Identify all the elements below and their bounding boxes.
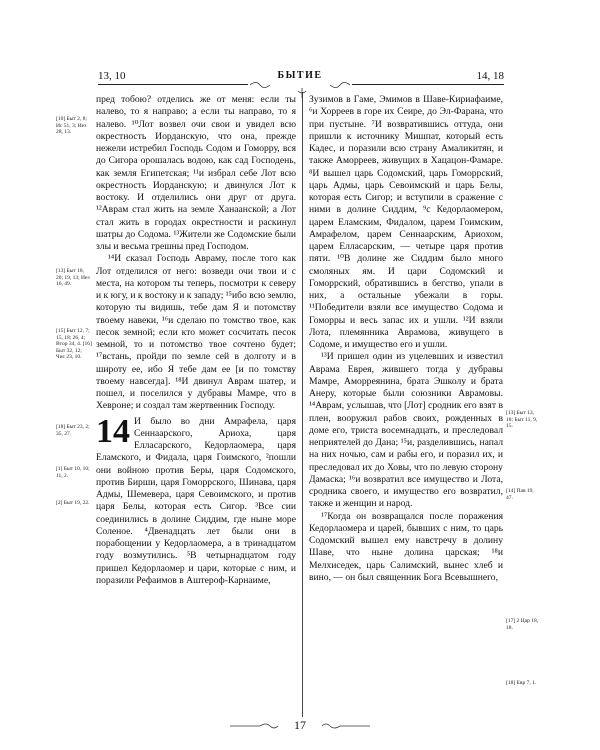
header-book-title: БЫТИЕ: [277, 70, 323, 81]
margin-ref: [13] Быт 13, 18; Быт 11, 9, 15.: [506, 410, 538, 429]
margin-ref: [18] Евр 7, 1.: [506, 680, 537, 686]
text-paragraph: Зузимов в Гаме, Эмимов в Шаве-Кириафаиме, ⁶и Хорреев в горе их Сеире, до Эл-Фарана, что при пустыне. ⁷И возвратившись оттуда, они пришли к источнику Мишпат, который есть Кадес, и поразили всю страну Амаликитян, и также Аморреев, живущих в Хацацон-Фамаре. ⁸И вышел царь Содомский, царь Гоморрский, царь Адмы, царь Севоимский и царь Белы, которая есть Сигор; и вступили в сражение с ними в долине Сиддим, ⁹с Кедорлаомером, царем Еламским, Фидалом, царем Гоимским, Амрафелом, царем Сеннаарским, Ариохом, царем Елласарским, — четыре царя против пяти. ¹⁰В долине же Сиддим было много смоляных ям. И цари Содомский и Гоморрский, обратившись в бегство, упали в них, а остальные убежали в горы. ¹¹Победители взяли все имущество Содома и Гоморры и весь запас их и ушли. ¹²И взяли Лота, племянника Аврамова, живущего в Содоме, и имущество его и ушли.: [309, 94, 504, 350]
margin-ref: [2] Быт 19, 22.: [56, 500, 90, 506]
header-ornament-right-icon: [330, 80, 350, 90]
header-left-ref: 13, 10: [98, 70, 126, 82]
right-column: [309, 94, 503, 584]
text-paragraph: ¹⁴И сказал Господь Авраму, после того как Лот отделился от него: возведи очи твои и с места, на котором ты теперь, посмотри к северу и к югу, и к востоку и к западу; ¹⁵ибо всю землю, которую ты видишь, тебе дам Я и потомству твоему навеки, ¹⁶и сделаю по томство твое, как песок земной; если кто может сосчитать песок земной, то и потомство твое сочтено будет; ¹⁷встань, пройди по земле сей в долготу и в широту ее, ибо Я тебе дам ее [и по томству твоему навсегда]. ¹⁸И двинул Аврам шатер, и пошел, и поселился у дубравы Мамре, что в Хевроне; и создал там жертвенник Господу.: [96, 253, 297, 412]
left-column: [96, 94, 296, 587]
margin-ref: [18] Быт 23, 2; 35, 27.: [56, 424, 90, 437]
divider-ornament-top-icon: [296, 88, 308, 98]
chapter-number: 14: [96, 412, 130, 450]
page-number: 17: [294, 718, 306, 732]
margin-ref: [14] Пав 19, 47.: [506, 488, 534, 501]
header-rule-right: [352, 84, 504, 85]
footer-ornament-left-icon: [230, 722, 280, 730]
margin-ref: [1] Быт 10, 10; 11, 2.: [56, 466, 90, 479]
margin-ref: [10] Быт 2, 8; Ис 51, 3; Иез 28, 13.: [56, 116, 87, 135]
margin-ref: [17] 2 Цар 18, 18.: [506, 618, 539, 631]
margin-ref: [13] Быт 18, 20; 19, 13; Иез 16, 49.: [56, 268, 90, 287]
footer-ornament-right-icon: [320, 722, 370, 730]
text-paragraph: пред тобою? отделись же от меня: если ты налево, то я направо; а если ты направо, то я налево. ¹⁰Лот возвел очи свои и увидел всю окрестность Иорданскую, что она, прежде нежели истребил Господь Содом и Гоморру, вся до Сигора орошалась водою, как сад Господень, как земля Египетская; ¹¹и избрал себе Лот всю окрестность Иорданскую; и двинулся Лот к востоку. И отделились они друг от друга. ¹²Аврам стал жить на земле Ханаанской; а Лот стал жить в городах окрестности и раскинул шатры до Содома. ¹³Жители же Содомские были злы и весьма грешны пред Господом.: [96, 94, 297, 252]
chapter-14-paragraph: 14 И было во дни Амрафела, царя Сеннаарского, Ариоха, царя Елласарского, Кедорлаомера, царя Еламского, и Фидала, царя Гоимского, ²пошли они войною против Беры, царя Содомского, против Бирши, царя Гоморрского, Шинава, царя Адмы, Шемевера, царя Севоимского, и против царя Белы, которая есть Сигор. ³Все сии соединились в долине Сиддим, где ныне море Соленое. ⁴Двенадцать лет были они в порабощении у Кедорлаомера, а в тринадцатом году возмутились. ⁵В четырнадцатом году пришел Кедорлаомер и цари, которые с ним, и поразили Рефаимов в Аштероф-Карнаиме,: [96, 412, 297, 586]
text-paragraph: ¹³И пришел один из уцелевших и известил Аврама Еврея, жившего тогда у дубравы Мамре, Аморреянина, брата Эшколу и брата Анеру, которые были союзники Аврамовы. ¹⁴Аврам, услышав, что [Лот] сродник его взят в плен, вооружил рабов своих, рожденных в доме его, триста восемнадцать, и преследовал неприятелей до Дана; ¹⁵и, разделившись, напал на них ночью, сам и рабы его, и поразил их, и преследовал их до Ховы, что по левую сторону Дамаска; ¹⁶и возвратил все имущество и Лота, сродника своего, и имущество его возвратил, также и женщин и народ.: [309, 351, 504, 510]
column-divider: [302, 92, 303, 717]
text-paragraph: ¹⁷Когда он возвращался после поражения Кедорлаомера и царей, бывших с ним, то царь Содомский вышел ему навстречу в долину Шаве, что ныне долина царская; ¹⁸и Мелхиседек, царь Салимский, вынес хлеб и вино, — он был священник Бога Всевышнего,: [309, 510, 503, 583]
margin-ref: [15] Быт 12, 7; 15, 18; 26, 4; Втор 34, 4. [16] Быт 32, 12; Чис 23, 10.: [56, 328, 92, 360]
header-right-ref: 14, 18: [476, 70, 504, 82]
header-rule-left: [98, 84, 248, 85]
header-ornament-left-icon: [250, 80, 270, 90]
